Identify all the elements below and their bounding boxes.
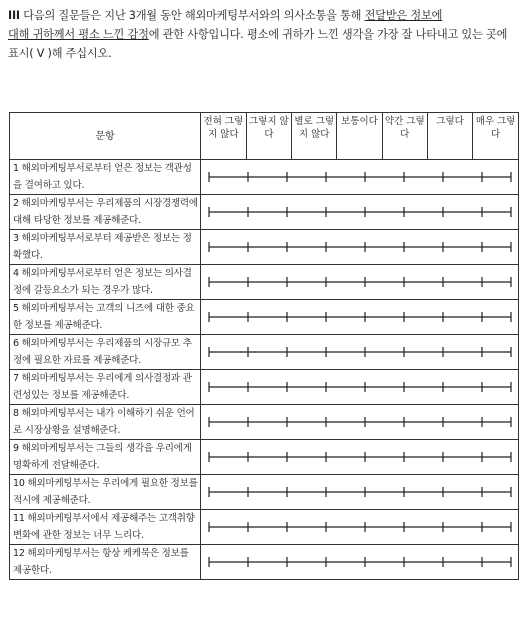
rating-scale[interactable] xyxy=(201,440,519,475)
instructions-text-1: 다음의 질문들은 지난 3개월 동안 해외마케팅부서와의 의사소통을 통해 xyxy=(23,9,365,22)
question-row xyxy=(10,475,519,510)
rating-scale-line[interactable] xyxy=(201,230,519,264)
rating-scale-line[interactable] xyxy=(201,335,519,369)
scale-header-7: 매우 그렇다 xyxy=(473,113,518,159)
instructions xyxy=(8,6,520,63)
question-text: 8 해외마케팅부서는 내가 이해하기 쉬운 언어로 시장상황을 설명해준다. xyxy=(10,405,201,440)
scale-header-1: 전혀 그렇지 않다 xyxy=(203,116,244,140)
rating-scale-line[interactable] xyxy=(201,160,519,194)
scale-header-4: 보통이다 xyxy=(337,113,382,159)
question-column-header: 문항 xyxy=(10,113,201,160)
question-text: 2 해외마케팅부서는 우리제품의 시장경쟁력에 대해 타당한 정보를 제공해준다. xyxy=(10,195,201,230)
rating-scale-line[interactable] xyxy=(201,510,519,544)
question-text: 11 해외마케팅부서에서 제공해주는 고객취향변화에 관한 정보는 너무 느리다. xyxy=(10,510,201,545)
question-row xyxy=(10,405,519,440)
question-row xyxy=(10,335,519,370)
scale-header-2: 그렇지 않다 xyxy=(246,113,291,159)
question-text: 4 해외마케팅부서로부터 얻은 정보는 의사결정에 갈등요소가 되는 경우가 많다. xyxy=(10,265,201,300)
instructions-underlined-1: 전달받은 정보에 xyxy=(364,9,443,22)
survey-table xyxy=(9,112,519,580)
instructions-underlined-2: 대해 귀하께서 평소 느낀 감정 xyxy=(8,28,149,41)
rating-scale-line[interactable] xyxy=(201,475,519,509)
rating-scale[interactable] xyxy=(201,265,519,300)
rating-scale[interactable] xyxy=(201,335,519,370)
question-row xyxy=(10,440,519,475)
rating-scale-line[interactable] xyxy=(201,265,519,299)
header-row xyxy=(10,113,519,160)
rating-scale[interactable] xyxy=(201,230,519,265)
rating-scale[interactable] xyxy=(201,195,519,230)
question-row xyxy=(10,370,519,405)
rating-scale[interactable] xyxy=(201,300,519,335)
question-text: 5 해외마케팅부서는 고객의 니즈에 대한 중요한 정보를 제공해준다. xyxy=(10,300,201,335)
rating-scale[interactable] xyxy=(201,510,519,545)
rating-scale[interactable] xyxy=(201,545,519,580)
question-text: 7 해외마케팅부서는 우리에게 의사결정과 관련성있는 정보를 제공해준다. xyxy=(10,370,201,405)
rating-scale[interactable] xyxy=(201,370,519,405)
rating-scale[interactable] xyxy=(201,160,519,195)
question-row xyxy=(10,160,519,195)
question-row xyxy=(10,195,519,230)
question-text: 9 해외마케팅부서는 그들의 생각을 우리에게 명확하게 전달해준다. xyxy=(10,440,201,475)
rating-scale[interactable] xyxy=(201,475,519,510)
scale-headers xyxy=(201,113,519,160)
question-text: 1 해외마케팅부서로부터 얻은 정보는 객관성을 결여하고 있다. xyxy=(10,160,201,195)
scale-header-5: 약간 그렇다 xyxy=(382,113,427,159)
rating-scale[interactable] xyxy=(201,405,519,440)
question-row xyxy=(10,510,519,545)
question-row xyxy=(10,545,519,580)
question-row xyxy=(10,300,519,335)
scale-header-3: 별로 그렇지 않다 xyxy=(292,113,337,159)
rating-scale-line[interactable] xyxy=(201,300,519,334)
question-text: 12 해외마케팅부서는 항상 케케묵은 정보를 제공한다. xyxy=(10,545,201,580)
question-text: 10 해외마케팅부서는 우리에게 필요한 정보를 적시에 제공해준다. xyxy=(10,475,201,510)
rating-scale-line[interactable] xyxy=(201,545,519,579)
instructions-text-2: 에 관한 사항입니다. 평소에 귀하가 느낀 생각을 가장 잘 나타내고 있는 곳에 표시( V )해 주십시오. xyxy=(8,28,508,60)
question-text: 3 해외마케팅부서로부터 제공받은 정보는 정확했다. xyxy=(10,230,201,265)
rating-scale-line[interactable] xyxy=(201,370,519,404)
rating-scale-line[interactable] xyxy=(201,405,519,439)
section-marker: III xyxy=(8,9,20,22)
question-row xyxy=(10,265,519,300)
scale-header-6: 그렇다 xyxy=(427,113,472,159)
question-row xyxy=(10,230,519,265)
question-text: 6 해외마케팅부서는 우리제품의 시장규모 추정에 필요한 자료를 제공해준다. xyxy=(10,335,201,370)
rating-scale-line[interactable] xyxy=(201,195,519,229)
rating-scale-line[interactable] xyxy=(201,440,519,474)
